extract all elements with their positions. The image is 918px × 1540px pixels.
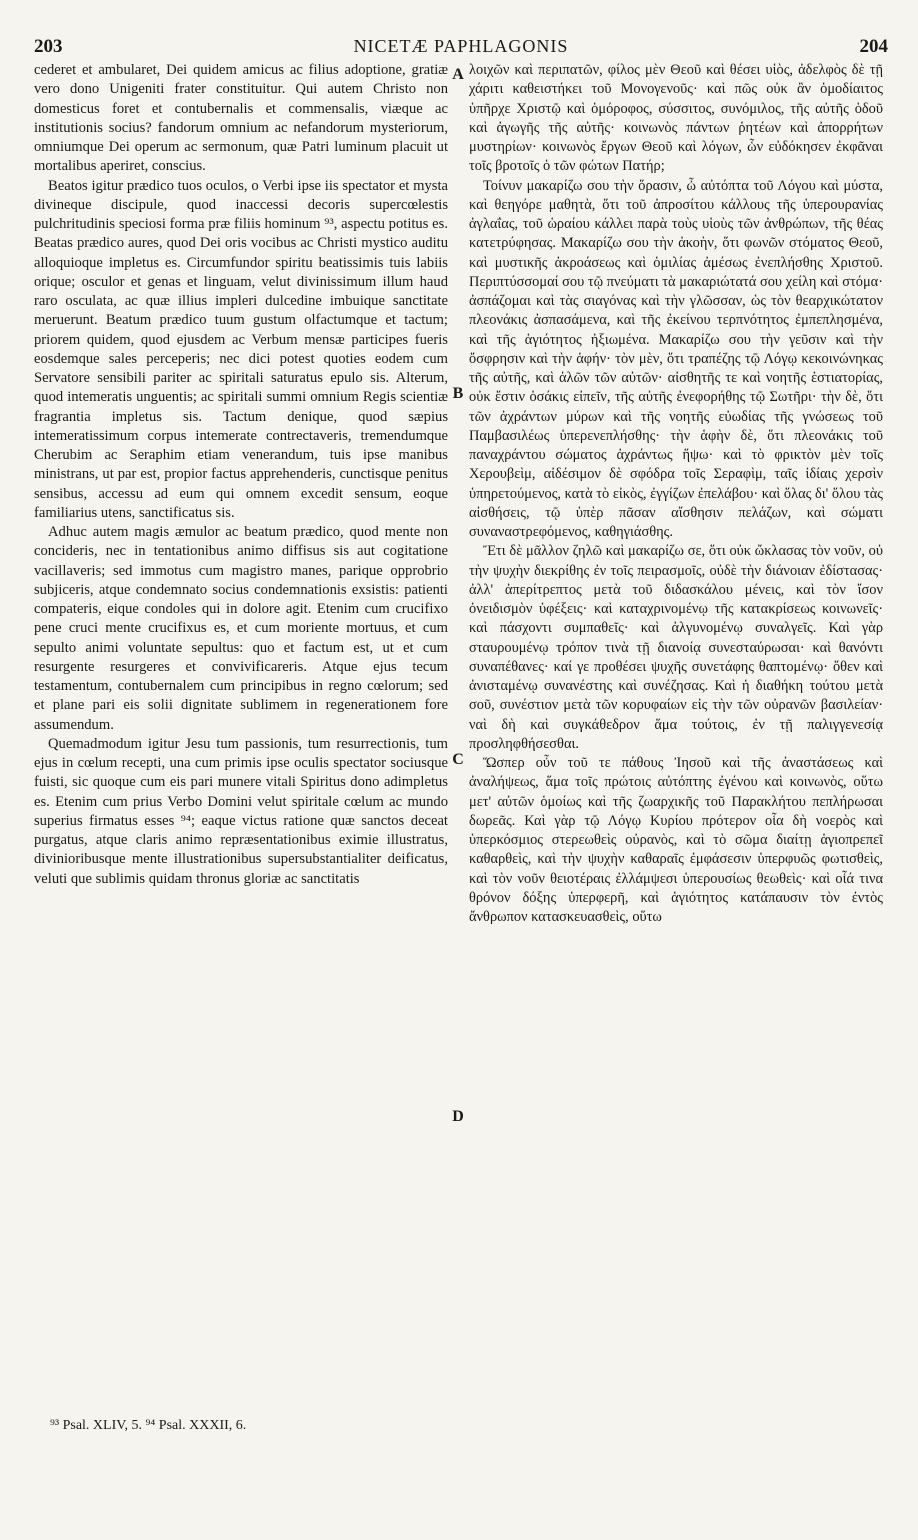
page-number-right: 204 <box>859 36 888 57</box>
greek-paragraph: Ὥσπερ οὖν τοῦ τε πάθους Ἰησοῦ καὶ τῆς ἀναστάσεως καὶ ἀναλήψεως, ἅμα τοῖς πρώτοις αὐτόπτης ἐγένου καὶ κοινωνὸς, οὕτω μετ' αὐτῶν ὁμοίως καὶ τῆς ζωαρχικῆς τοῦ Παρακλήτου πεπλήρωσαι δωρεᾶς. Καὶ γὰρ τῷ Λόγῳ Κυρίου πρότερον οἷα δὴ νοερὸς καὶ ὑπερκόσμιος στερεωθεὶς οὐρανὸς, καὶ τὸ σῶμα διαίτῃ ἁγιοπρεπεῖ καθαρθεὶς, καὶ τὴν ψυχὴν καθαραῖς ἐμφάσεσιν ὑπερφυῶς φωτισθεὶς, καὶ τὸν νοῦν θειοτέραις ἐλλάμψεσι ὑπερουσίως θεωθεὶς· καὶ οἷά τινα θρόνον δόξης ὑπερφερῆ, καὶ ἁγιότητος κατάπαυσιν τὸν ἐντὸς ἄνθρωπον κατασκευασθεὶς, οὕτω <box>469 755 883 925</box>
running-title: NICETÆ PAPHLAGONIS <box>353 36 569 56</box>
greek-paragraph: λοιχῶν καὶ περιπατῶν, φίλος μὲν Θεοῦ καὶ θέσει υἱὸς, ἀδελφὸς δὲ τῇ χάριτι καθειστήκει τοῦ Μονογενοῦς· καὶ πῶς οὐκ ἂν ὁμοδίαιτος ὑπῆρχε Χριστῷ καὶ ὁμόροφος, σύσσιτος, συνόμιλος, τῆς αὐτῆς ὁδοῦ καὶ ἀγωγῆς τῆς αὐτῆς· κοινωνὸς πάντων ῥητέων καὶ ἀπορρήτων μυστηρίων· κοινωνὸς ἔργων Θεοῦ καὶ λόγων, ὧν εὐδόκησεν ἐκφᾶναι τοῖς βροτοῖς ὁ τῶν φώτων Πατήρ; <box>469 62 883 175</box>
latin-paragraph: cederet et ambularet, Dei quidem amicus ac filius adoptione, gratiæ vero dono Unigeniti frater constituitur. Qui autem Christo non domesticus foret et contubernalis et commensalis, viæque ac institutionis socius? fandorum omnium ac nefandorum mysteriorum, omniumque Dei operum ac sermonum, quæ Patri luminum placuit ut mortalibus aperiret, conscius. <box>34 62 448 175</box>
section-marker-d: D <box>452 1108 464 1125</box>
footnotes: ⁹³ Psal. XLIV, 5. ⁹⁴ Psal. XXXII, 6. <box>50 1418 247 1433</box>
greek-paragraph: Τοίνυν μακαρίζω σου τὴν ὅρασιν, ὦ αὐτόπτα τοῦ Λόγου καὶ μύστα, καὶ θεηγόρε μαθητὰ, ὅτι τοῦ ἀπροσίτου κάλλους τῆς ὑπερουρανίας ἀγλαΐας, τοῦ ὡραίου κάλλει παρὰ τοὺς υἱοὺς τῶν ἀνθρώπων, τῆς θέας κατετρύφησας. Μακαρίζω σου τὴν ἀκοὴν, ὅτι φωνῶν στόματος Θεοῦ, καὶ μυστικῆς ἀκροάσεως καὶ ὁμιλίας ἀμέσως ἐνεπλήσθης Χριστοῦ. Περιπτύσσομαί σου τῷ πνεύματι τὰ μακαριώτατά σου χείλη καὶ στόμα· ἀσπάζομαι καὶ τὰς σιαγόνας καὶ τὴν γλῶσσαν, ὡς τὸν θεαρχικώτατον πλεονάκις ἀσπασάμενα, καὶ τῆς ἐκείνου τερπνότητος ἐμπεπλησμένα, καὶ τῆς ἁγιότητος ἠξιωμένα. Μακαρίζω σου τὴν γεῦσιν καὶ τὴν ὄσφρησιν καὶ τὴν ἁφήν· τὸν μὲν, ὅτι τραπέζης τῷ Λόγῳ κεκοινώνηκας τῆς αὐτῆς, καὶ ἁλῶν τῶν αὐτῶν· αἰσθητῆς τε καὶ νοητῆς ἑστιατορίας, οὐκ ἔστιν ὁσάκις εἰπεῖν, τῆς αὐτῆς ἐνεφορήθης τῷ Σωτῆρι· τὴν δὲ, ὅτι τῶν ἀχράντων μύρων καὶ τῆς νοητῆς εὐωδίας τῆς γνώσεως τοῦ Παμβασιλέως ὑπερενεπλήσθης· τὴν ἁφὴν δὲ, ὅτι πλεονάκις τοῦ παναχράντου σώματος ἀχράντως ἥψω· καὶ τὸ φρικτὸν μὲν τοῖς Χερουβεὶμ, αἰδέσιμον δὲ σφόδρα τοῖς Σεραφὶμ, ταῖς ἰδίαις χερσὶν ὑπηρετούμενος, κατὰ τὸ εἰκὸς, ἐγγίζων ἐπελάβου· καὶ ὅλας δι' ὅλου τὰς αἰσθήσεις, τῷ ὑπὲρ πᾶσαν αἴσθησιν πελάζων, καὶ σώματι συναναστρεφόμενος, καθηγιάσθης. <box>469 177 883 540</box>
section-marker-a: A <box>452 66 464 83</box>
latin-paragraph: Adhuc autem magis æmulor ac beatum prædico, quod mente non concideris, nec in tentationibus animo diffisus sis aut cogitatione vacillaveris; sed immotus cum magistro manes, parique opprobrio subjiceris, atque condemnato socius condemnationis exsistis: patienti compateris, eique condoles qui in dolore agit. Etenim cum crucifixo pene cruci mente crucifixus es, et cum moriente mortuus, et cum sepulto animi voluntate sepultus: quo et factum est, ut et cum resurgente resurgeres et convivificareris. Atque ejus tecum testamentum, contubernalem cum principibus in regno cœlorum; sed et plane pari eis solii dignitate sublimem in regenerationem fore assumendum. <box>34 524 448 733</box>
latin-paragraph: Quemadmodum igitur Jesu tum passionis, tum resurrectionis, tum ejus in cœlum recepti, una cum primis ipse oculis spectator sociusque fuisti, sic quoque cum eis pari munere vitali Spiritus dono adimpletus es. Etenim cum prius Verbo Domini velut spiritale cœlum ac mundo superius firmatus esses ⁹⁴; eaque victus ratione quæ sanctos deceat purgatus, atque claris animo repræsentationibus eximie illustratus, divinioribusque mente illustrationibus supersubstantialiter deificatus, veluti que sublimis quidam thronus gloriæ ac sanctitatis <box>34 735 448 887</box>
latin-paragraph: Beatos igitur prædico tuos oculos, o Verbi ipse iis spectator et mysta divineque discipule, quod inaccessi decoris supercœlestis pulchritudinis speciosi forma præ filiis hominum ⁹³, aspectu potitus es. Beatas prædico aures, quod Dei oris vocibus ac Christi mystico auditu alloquioque impletus es. Circumfundor spiritu beatissimis tuis labiis orique; osculor et genas et linguam, velut divinissimum illum haud raro osculata, ac quæ illius impleri dulcedine imbuique sanctitate meruerunt. Beatum prædico tuum gustum olfactumque et tactum; priorem quidem, quod ejusdem ac Verbum mensæ participes fueris eosdemque sales perceperis; nec dici potest quoties eodem cum Servatore sensibili pariter ac spiritali saturatus epulo sis. Alterum, quod intemeratis unguentis; ac spiritali summi omnium Regis scientiæ fragrantia impletus sis. Tactum denique, quod sæpius intemeratissimum corpus intemerate contrectaveris, tremendumque Cherubim ac Seraphim etiam venerandum, tuis ipse manibus ministrans, ut par est, propior factus apprehenderis, cunctisque penitus sensibus, accessu ad eum qui omnem excedit sensum, eoque familiarius utens, sanctificatus sis. <box>34 177 448 521</box>
greek-column <box>469 61 883 1410</box>
page-number-left: 203 <box>34 36 63 57</box>
latin-column <box>34 61 448 1410</box>
section-marker-b: B <box>452 385 464 402</box>
section-marker-c: C <box>452 751 464 768</box>
page-header <box>34 36 888 60</box>
greek-paragraph: Ἔτι δὲ μᾶλλον ζηλῶ καὶ μακαρίζω σε, ὅτι οὐκ ὤκλασας τὸν νοῦν, οὐ τὴν ψυχὴν διεκρίθης ἐν τοῖς πειρασμοῖς, οὐδὲ τὴν διάνοιαν ἐδίστασας· ἀλλ' ἀπερίτρεπτος μετὰ τοῦ διδασκάλου μένεις, καὶ τὸν ἴσον ὀνειδισμὸν ὑφέξεις· καὶ καταχρινομένῳ τῆς κατακρίσεως κοινωνεῖς· καὶ πάσχοντι συμπαθεῖς· καὶ ἀλγυνομένῳ συναλγεῖς. Καὶ γὰρ σταυρουμένῳ τρόπον τινὰ τῇ διανοίᾳ συνεσταύρωσαι· καὶ θανόντι συναπέθανες· καί γε προθέσει ψυχῆς συνετάφης θαπτομένῳ· ὅθεν καὶ ἀνισταμένῳ συνανέστης καὶ συνέζησας. Καὶ ἡ διαθήκη τούτου μετὰ σοῦ, συνέστιον μετὰ τῶν κορυφαίων εἰς τὴν τῶν οὐρανῶν βασιλείαν· ναὶ δὴ καὶ συγκάθεδρον ἅμα τούτοις, ἐν τῇ παλιγγενεσίᾳ προσληφθήσεσθαι. <box>469 543 883 752</box>
